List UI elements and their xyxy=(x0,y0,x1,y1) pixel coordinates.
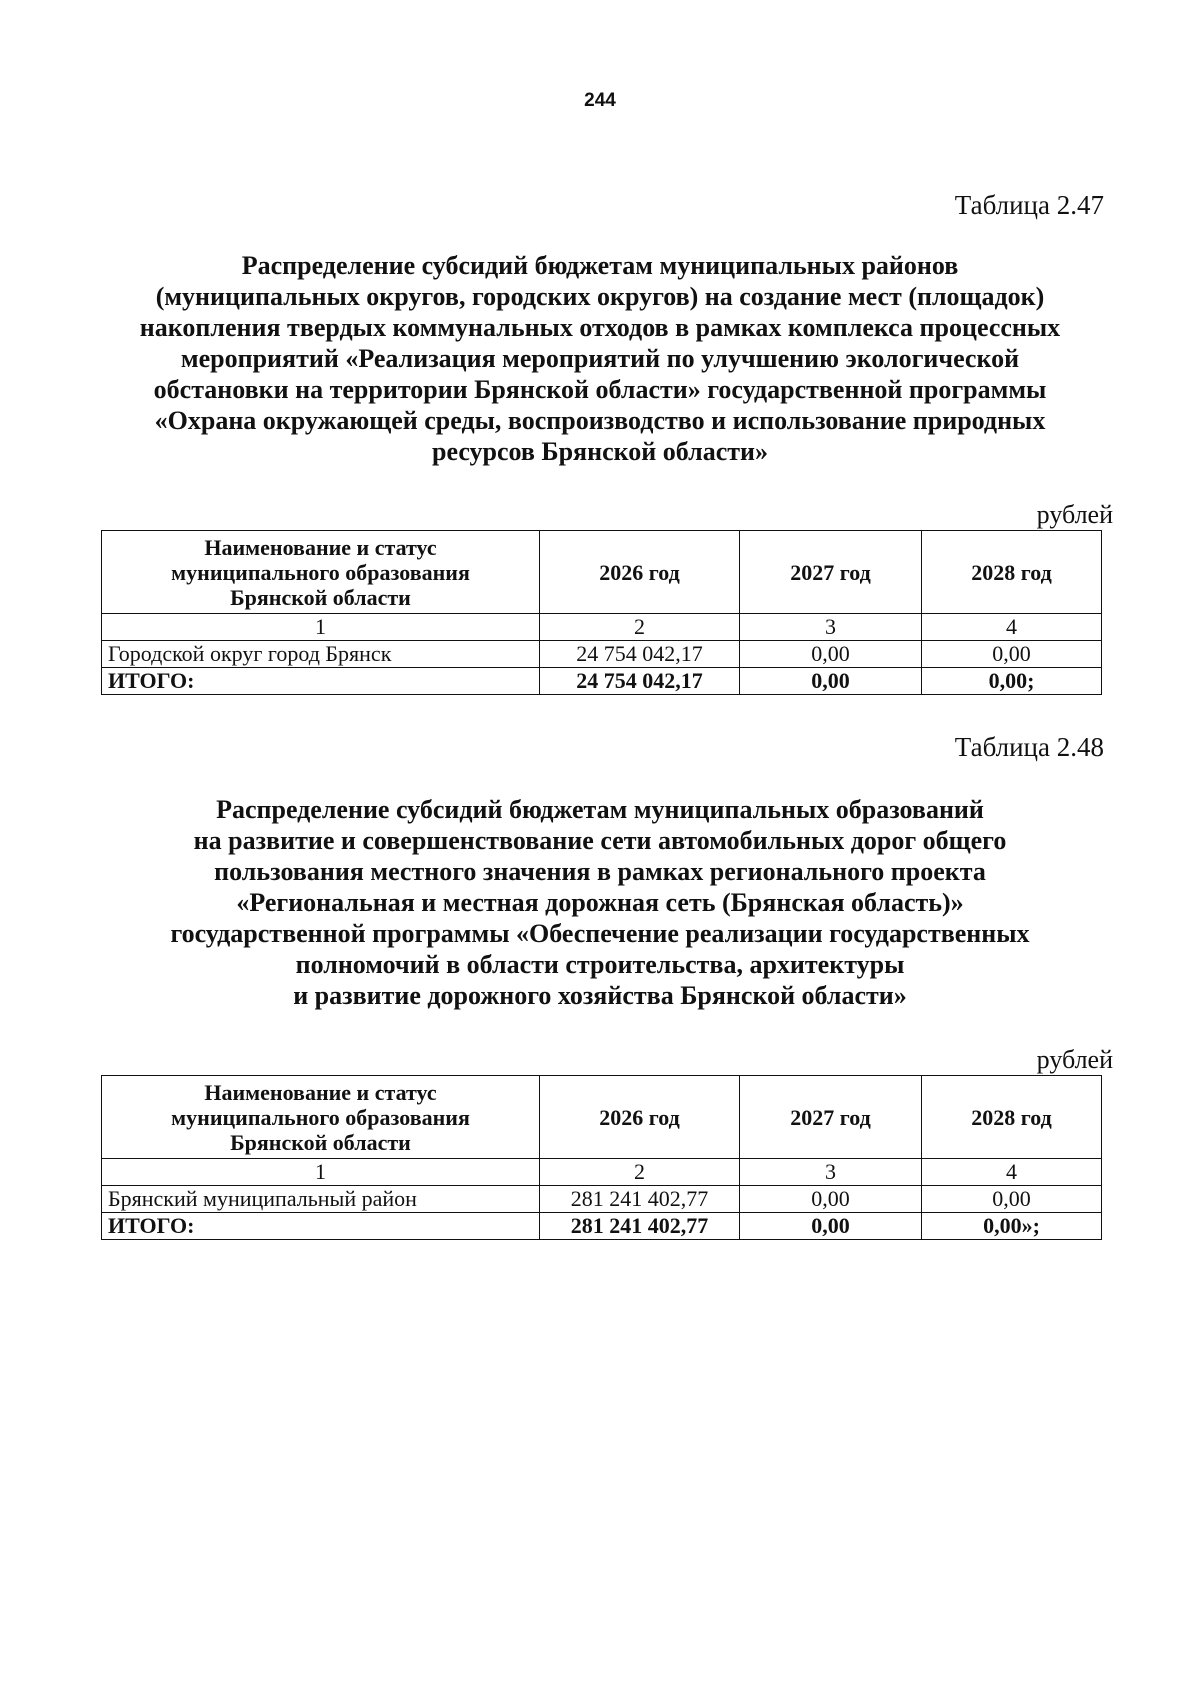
total-2028: 0,00»; xyxy=(922,1213,1102,1240)
title-line: (муниципальных округов, городских округов) на создание мест (площадок) xyxy=(155,282,1045,311)
subsidy-table-2-48 xyxy=(101,1075,1102,1240)
column-number-row xyxy=(102,614,1102,641)
title-line: полномочий в области строительства, архитектуры xyxy=(295,950,905,979)
column-number: 1 xyxy=(102,1159,540,1186)
title-line: накопления твердых коммунальных отходов в рамках комплекса процессных xyxy=(139,313,1061,342)
header-name-line: Брянской области xyxy=(230,1129,411,1155)
row-2028: 0,00 xyxy=(922,1186,1102,1213)
column-number: 4 xyxy=(922,614,1102,641)
table-header-row xyxy=(102,531,1102,614)
title-line: мероприятий «Реализация мероприятий по улучшению экологической xyxy=(180,344,1020,373)
table-label-2-48: Таблица 2.48 xyxy=(954,732,1104,762)
header-2026: 2026 год xyxy=(540,1076,740,1159)
total-row xyxy=(102,668,1102,695)
column-number: 1 xyxy=(102,614,540,641)
units-label: рублей xyxy=(1036,1045,1113,1074)
header-2028: 2028 год xyxy=(922,531,1102,614)
title-line: «Охрана окружающей среды, воспроизводство и использование природных xyxy=(154,406,1046,435)
title-line: на развитие и совершенствование сети автомобильных дорог общего xyxy=(193,826,1007,855)
table-label-2-47: Таблица 2.47 xyxy=(954,190,1104,220)
title-line: «Региональная и местная дорожная сеть (Брянская область)» xyxy=(236,888,964,917)
header-2026: 2026 год xyxy=(540,531,740,614)
title-line: государственной программы «Обеспечение реализации государственных xyxy=(170,919,1030,948)
units-label: рублей xyxy=(1036,500,1113,529)
header-name-line: Наименование и статус xyxy=(204,1079,437,1105)
column-number: 2 xyxy=(540,1159,740,1186)
total-name: ИТОГО: xyxy=(102,1213,540,1240)
header-name-line: Наименование и статус xyxy=(204,534,437,560)
header-2027: 2027 год xyxy=(740,531,922,614)
row-2027: 0,00 xyxy=(740,1186,922,1213)
column-number: 3 xyxy=(740,614,922,641)
title-line: Распределение субсидий бюджетам муниципальных районов xyxy=(241,251,959,280)
total-2027: 0,00 xyxy=(740,1213,922,1240)
header-name-line: муниципального образования xyxy=(171,559,470,585)
title-line: обстановки на территории Брянской области» государственной программы xyxy=(153,375,1047,404)
title-line: ресурсов Брянской области» xyxy=(432,437,768,466)
column-number: 2 xyxy=(540,614,740,641)
table-row xyxy=(102,641,1102,668)
header-name xyxy=(102,531,540,614)
row-2027: 0,00 xyxy=(740,641,922,668)
header-name-line: муниципального образования xyxy=(171,1104,470,1130)
total-2028: 0,00; xyxy=(922,668,1102,695)
total-2027: 0,00 xyxy=(740,668,922,695)
header-2028: 2028 год xyxy=(922,1076,1102,1159)
header-name-line: Брянской области xyxy=(230,584,411,610)
row-2026: 281 241 402,77 xyxy=(540,1186,740,1213)
row-2026: 24 754 042,17 xyxy=(540,641,740,668)
title-line: пользования местного значения в рамках регионального проекта xyxy=(214,857,986,886)
column-number-row xyxy=(102,1159,1102,1186)
header-name xyxy=(102,1076,540,1159)
total-2026: 281 241 402,77 xyxy=(540,1213,740,1240)
row-2028: 0,00 xyxy=(922,641,1102,668)
title-line: Распределение субсидий бюджетам муниципальных образований xyxy=(216,795,984,824)
table-title-2-48 xyxy=(90,794,1110,1011)
title-line: и развитие дорожного хозяйства Брянской области» xyxy=(293,981,907,1010)
header-2027: 2027 год xyxy=(740,1076,922,1159)
table-title-2-47 xyxy=(90,250,1110,467)
column-number: 3 xyxy=(740,1159,922,1186)
total-2026: 24 754 042,17 xyxy=(540,668,740,695)
page-number: 244 xyxy=(584,90,616,111)
table-header-row xyxy=(102,1076,1102,1159)
total-row xyxy=(102,1213,1102,1240)
subsidy-table-2-47 xyxy=(101,530,1102,695)
row-name: Брянский муниципальный район xyxy=(102,1186,540,1213)
row-name: Городской округ город Брянск xyxy=(102,641,540,668)
total-name: ИТОГО: xyxy=(102,668,540,695)
column-number: 4 xyxy=(922,1159,1102,1186)
table-row xyxy=(102,1186,1102,1213)
